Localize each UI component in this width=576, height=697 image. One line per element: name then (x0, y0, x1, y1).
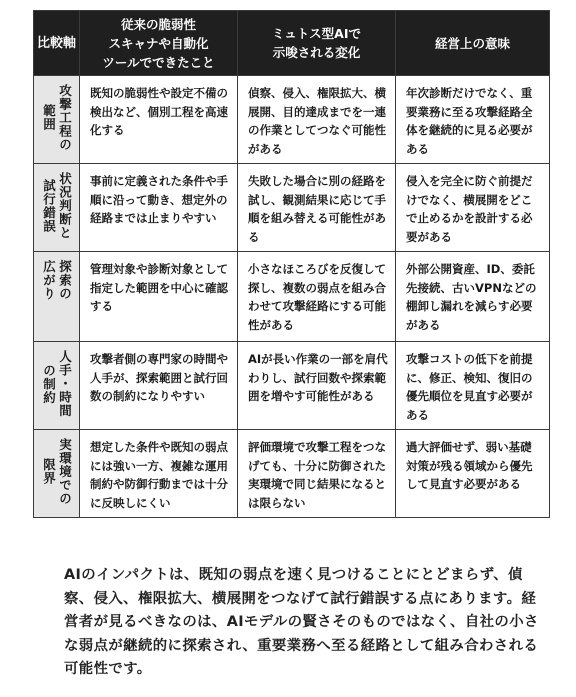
table-cell: 年次診断だけでなく、重要業務に至る攻撃経路全体を継続的に見る必要がある (396, 76, 550, 164)
table-cell: 外部公開資産、ID、委託先接続、古いVPNなどの棚卸し漏れを減らす必要がある (396, 252, 550, 342)
table-cell: 小さなほころびを反復して探し、複数の弱点を組み合わせて攻撃経路にする可能性がある (238, 252, 396, 342)
table-cell: 想定した条件や既知の弱点には強い一方、複雑な運用制約や防御行動までは十分に反映しにくい (80, 430, 238, 518)
row-label: 状況判断と 試行錯誤 (34, 164, 80, 252)
comparison-table (33, 10, 550, 518)
table-cell: 事前に定義された条件や手順に沿って動き、想定外の経路までは止まりやすい (80, 164, 238, 252)
table-cell: 失敗した場合に別の経路を試し、観測結果に応じて手順を組み替える可能性がある (238, 164, 396, 252)
header-axis: 比較軸 (34, 11, 80, 76)
table-cell: 攻撃者側の専門家の時間や人手が、探索範囲と試行回数の制約になりやすい (80, 342, 238, 430)
table-row (34, 252, 550, 342)
row-label: 人手・時間 の制約 (34, 342, 80, 430)
table-row (34, 342, 550, 430)
table-cell: 偵察、侵入、権限拡大、横展開、目的達成までを一連の作業としてつなぐ可能性がある (238, 76, 396, 164)
body-paragraph: AIのインパクトは、既知の弱点を速く見つけることにとどまらず、偵察、侵入、権限拡大、横展開をつなげて試行錯誤する点にあります。経営者が見るべきなのは、AIモデルの賢さそのものではなく、自社の小さな弱点が継続的に探索され、重要業務へ至る経路として組み合わされる可能性です。 (64, 567, 539, 677)
row-label: 探索の 広がり (34, 252, 80, 342)
row-label: 実環境での 限界 (34, 430, 80, 518)
header-conventional: 従来の脆弱性 スキャナや自動化 ツールでできたこと (80, 11, 238, 76)
table-row (34, 430, 550, 518)
table-header-row (34, 11, 550, 76)
table-cell: AIが長い作業の一部を肩代わりし、試行回数や探索範囲を増やす可能性がある (238, 342, 396, 430)
row-label: 攻撃工程の 範囲 (34, 76, 80, 164)
table-row (34, 164, 550, 252)
table-cell: 攻撃コストの低下を前提に、修正、検知、復旧の優先順位を見直す必要がある (396, 342, 550, 430)
table-row (34, 76, 550, 164)
header-ai-change: ミュトス型AIで 示唆される変化 (238, 11, 396, 76)
table-cell: 既知の脆弱性や設定不備の検出など、個別工程を高速化する (80, 76, 238, 164)
table-cell: 過大評価せず、弱い基礎対策が残る領域から優先して見直す必要がある (396, 430, 550, 518)
table-cell: 管理対象や診断対象として指定した範囲を中心に確認する (80, 252, 238, 342)
table-cell: 評価環境で攻撃工程をつなげても、十分に防御された実環境で同じ結果になるとは限らない (238, 430, 396, 518)
header-management: 経営上の意味 (396, 11, 550, 76)
table-cell: 侵入を完全に防ぐ前提だけでなく、横展開をどこで止めるかを設計する必要がある (396, 164, 550, 252)
